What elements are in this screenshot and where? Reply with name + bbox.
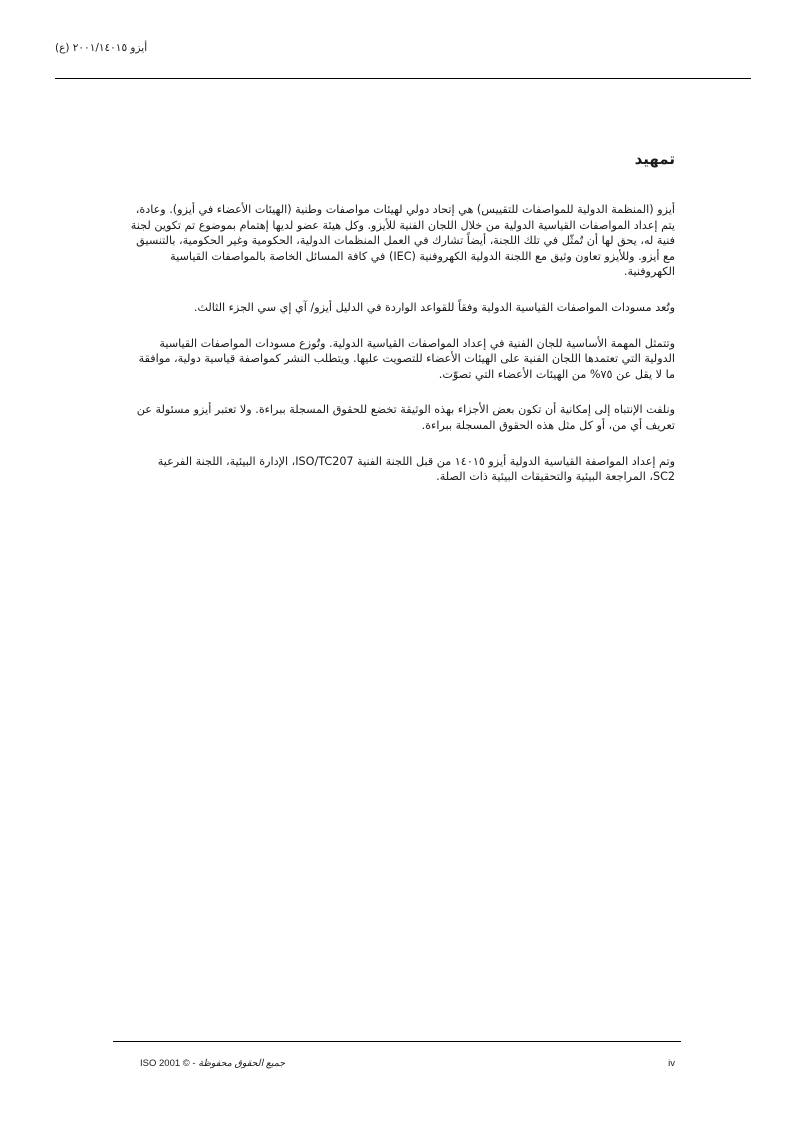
footer-copyright-text: © ISO 2001 [140,1058,190,1069]
paragraph-patent-rights: ونلفت الإنتباه إلى إمكانية أن تكون بعض الأجزاء بهذه الوثيقة تخضع للحقوق المسجلة ببراءة. ولا تعتبر أيزو مسئولة عن تعريف أي من، أو كل مثل هذه الحقوق المسجلة ببراءة. [136,403,675,432]
paragraph-main-task: وتتمثل المهمة الأساسية للجان الفنية في إعداد المواصفات القياسية الدولية. وتُوزع مسودات المواصفات القياسية الدولية التي تعتمدها اللجان الفنية على الهيئات الأعضاء للتصويت عليها. ويتطلب النشر كمواصفة قياسية دولية، موافقة ما لا يقل عن ٧٥% من الهيئات الأعضاء التي تصوّت. [138,336,675,381]
paragraph-committee: وتم إعداد المواصفة القياسية الدولية أيزو ١٤٠١٥ من قبل اللجنة الفنية ISO/TC207، الإدارة البيئية، اللجنة الفرعية SC2، المراجعة البيئية والتحقيقات البيئية ذات الصلة. [157,454,675,484]
header-text: أيزو ٢٠٠١/١٤٠١٥ (ع) [55,42,148,54]
footer-separator: - [189,1058,199,1069]
footer-divider [113,1041,681,1042]
footer-copyright [140,1058,285,1069]
header-divider [55,78,751,79]
section-title: تمهيد [634,150,675,168]
paragraph-drafting-rules: وتُعد مسودات المواصفات القياسية الدولية وفقاً للقواعد الواردة في الدليل أيزو/ آي إي سي الجزء الثالث. [193,300,675,314]
paragraph-intro: أيزو (المنظمة الدولية للمواصفات للتقييس) هي إتحاد دولي لهيئات مواصفات وطنية (الهيئات الأعضاء في أيزو). وعادة، يتم إعداد المواصفات القياسية الدولية من خلال اللجان الفنية للأيزو. وكل هيئة عضو لديها إهتمام بموضوع تم تكوين لجنة فنية له، يحق لها أن تُمثّل في تلك اللجنة، أيضاً تشارك في العمل المنظمات الدولية، الحكومية وغير الحكومية، بالتنسيق مع أيزو. وللأيزو تعاون وثيق مع اللجنة الدولية الكهروفنية (IEC) في كافة المسائل الخاصة بالمواصفات القياسية الكهروفنية. [130,203,675,279]
page-number: iv [668,1058,675,1069]
footer-rights: جميع الحقوق محفوظة [198,1058,286,1069]
foreword-body [130,202,675,505]
running-header [55,42,751,54]
